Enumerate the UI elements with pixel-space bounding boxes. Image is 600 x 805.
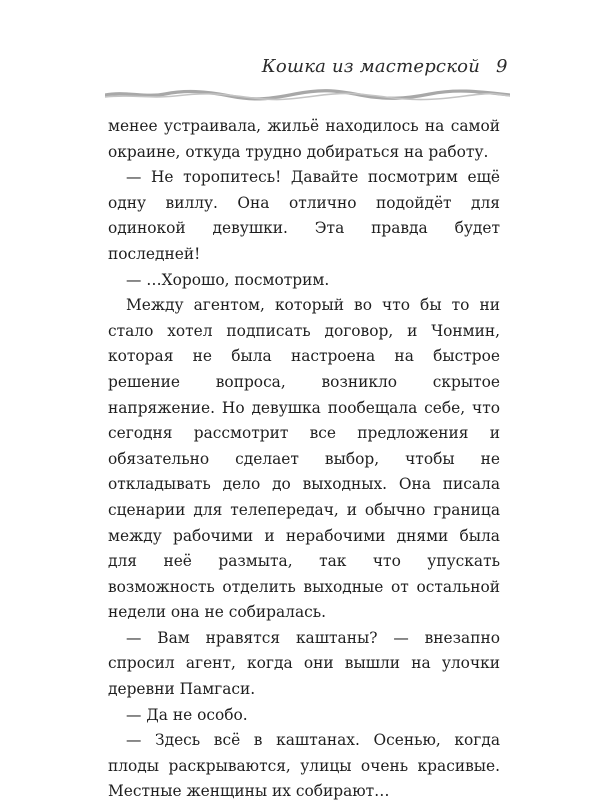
running-head-title: Кошка из мастерской — [261, 56, 480, 77]
paragraph: — Вам нравятся каштаны? — внезапно спросил агент, когда они вышли на улочки деревни Памгаси. — [108, 628, 500, 699]
page-number: 9 — [496, 56, 508, 77]
paragraph: Между агентом, который во что бы то ни стало хотел подписать договор, и Чонмин, которая не была настроена на быстрое решение вопроса, возникло скрытое напряжение. Но девушка пообещала себе, что сегодня рассмотрит все предложения и обязательно сделает выбор, чтобы не откладывать дело до выходных. Она писала сценарии для телепередач, и обычно граница между рабочими и нерабочими днями была для неё размыта, так что упускать возможность отделить выходные от остальной недели она не собиралась. — [108, 296, 500, 622]
paragraph: — Здесь всё в каштанах. Осенью, когда плоды раскрываются, улицы очень красивые. Местные женщины их собирают… — [108, 731, 500, 801]
decorative-wavy-rule — [105, 88, 510, 102]
body-text — [108, 114, 500, 805]
paragraph: — Не торопитесь! Давайте посмотрим ещё одну виллу. Она отлично подойдёт для одинокой девушки. Эта правда будет последней! — [108, 168, 500, 263]
paragraph: — …Хорошо, посмотрим. — [126, 270, 330, 289]
paragraph: менее устраивала, жильё находилось на самой окраине, откуда трудно добираться на работу. — [108, 117, 500, 161]
paragraph: — Да не особо. — [126, 705, 248, 724]
